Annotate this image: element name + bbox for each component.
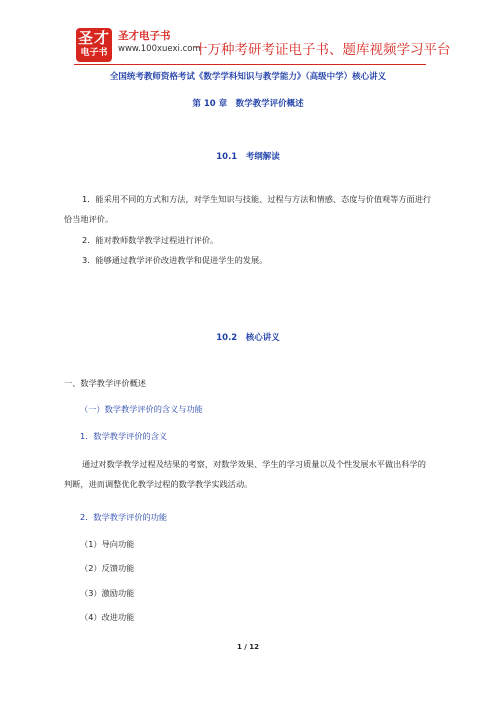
section-title-outline: 10.1 考纲解读 bbox=[216, 152, 280, 162]
chapter-title: 第 10 章 数学教学评价概述 bbox=[192, 99, 304, 109]
function-item-3: （3）激励功能 bbox=[80, 588, 135, 598]
function-item-2: （2）反馈功能 bbox=[80, 563, 135, 573]
header-divider bbox=[74, 64, 426, 65]
brand-name: 圣才电子书 bbox=[118, 30, 171, 42]
outline-point-1: 1．能采用不同的方式和方法，对学生知识与技能、过程与方法和情感、态度与价值观等方面进行恰当地评价。 bbox=[64, 194, 432, 224]
function-item-1: （1）导向功能 bbox=[80, 539, 135, 549]
function-item-4: （4）改进功能 bbox=[80, 612, 135, 622]
heading-level-2: （一）数学教学评价的含义与功能 bbox=[80, 404, 203, 414]
outline-point-3: 3．能够通过教学评价改进教学和促进学生的发展。 bbox=[82, 255, 268, 265]
section-title-lecture: 10.2 核心讲义 bbox=[216, 333, 280, 343]
page-number: 1 / 12 bbox=[236, 643, 260, 651]
outline-point-2: 2．能对教师数学教学过程进行评价。 bbox=[82, 235, 219, 245]
heading-functions: 2．数学教学评价的功能 bbox=[80, 512, 168, 522]
brand-block bbox=[118, 30, 201, 55]
heading-level-1: 一、数学教学评价概述 bbox=[64, 378, 146, 388]
heading-meaning: 1．数学教学评价的含义 bbox=[80, 431, 168, 441]
brand-logo bbox=[76, 28, 112, 62]
page-header bbox=[68, 26, 451, 62]
meaning-paragraph: 通过对数学教学过程及结果的考察，对数学效果、学生的学习质量以及个性发展水平做出科学的判断，进而调整优化教学过程的数学教学实践活动。 bbox=[64, 459, 426, 489]
document-title: 全国统考教师资格考试《数学学科知识与教学能力》（高级中学）核心讲义 bbox=[109, 72, 387, 82]
brand-url[interactable]: www.100xuexi.com bbox=[118, 44, 201, 54]
logo-text-main: 圣才 bbox=[77, 29, 110, 47]
logo-text-sub: 电子书 bbox=[80, 48, 108, 58]
header-slogan: 十万种考研考证电子书、题库视频学习平台 bbox=[194, 42, 451, 58]
